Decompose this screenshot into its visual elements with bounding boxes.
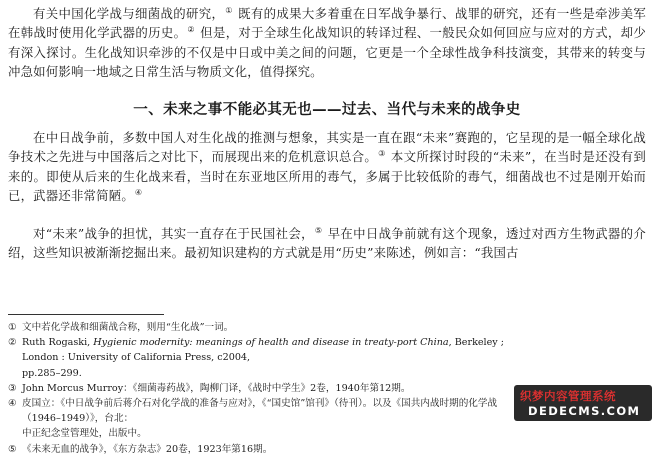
footnote-item — [8, 442, 528, 457]
section-p1-part2: 本文所探讨时段的“未来”，在当时是还没有到来的。即使从后来的生化战来看，当时在东亚地区所用的毒气，多属于比较低阶的毒气，细菌战也不过是刚开始而已，武器还非常简陋。 — [8, 149, 646, 204]
footnote-ref-4[interactable]: ④ — [134, 188, 143, 198]
section-heading: 一、未来之事不能必其无也——过去、当代与未来的战争史 — [133, 102, 521, 118]
section-p1-part1: 在中日战争前，多数中国人对生化战的推测与想象，其实是一直在跟“未来”赛跑的，它呈现的是一幅全球化战争技术之先进与中国落后之对比下，而展现出来的危机意识总合。 — [8, 130, 646, 165]
footnote-item — [8, 320, 528, 335]
footnote-text: John Morcus Murroy：《细菌毒药战》，陶柳门译，《战时中学生》2卷，1940年第12期。 — [22, 382, 411, 394]
footnote-text: 皮国立：《中日战争前后蒋介石对化学战的准备与应对》，《“国史馆”馆刊》（待刊）。以及《国共内战时期的化学战（1946–1949）》，台北： — [22, 398, 498, 425]
footnotes-list — [8, 320, 528, 457]
intro-paragraph — [8, 4, 646, 82]
watermark-badge — [514, 385, 652, 421]
section-p2-part1: 对“未来”战争的担忧，其实一直存在于民国社会， — [33, 226, 314, 241]
footnote-text: 《未来无血的战争》，《东方杂志》20卷，1923年第16期。 — [22, 443, 273, 455]
intro-text-part1: 有关中国化学战与细菌战的研究， — [33, 6, 225, 21]
intro-text-part3: 但是，对于全球生化战知识的转译过程、一般民众如何回应与应对的方式，却少有深入探讨。生化战知识牵涉的不仅是中日或中美之间的问题，它更是一个全球性战争科技演变，其带来的转变与冲急如何影响一地域之日常生活与物质文化，值得探究。 — [8, 25, 647, 80]
footnote-book-title: Hygienic modernity: meanings of health and disease in treaty-port China — [93, 337, 449, 349]
footnote-number: ⑤ — [8, 443, 17, 455]
footnote-number: ① — [8, 322, 17, 333]
footnote-continuation: pp.285–299. — [22, 367, 82, 379]
footnote-text: 文中若化学战和细菌战合称，则用“生化战”一词。 — [22, 322, 234, 333]
section-paragraph-2 — [8, 224, 646, 263]
footnote-ref-5[interactable]: ⑤ — [314, 226, 323, 235]
footnote-number: ② — [8, 337, 17, 349]
intro-text-part2: 既有的成果大多着重在日军战争暴行、战罪的研究，还有一些是牵涉美军在韩战时使用化学武器的历史。 — [8, 6, 647, 41]
footnote-ref-3[interactable]: ③ — [378, 149, 386, 159]
footnote-number: ④ — [8, 398, 17, 410]
watermark-title: 织梦内容管理系统 — [520, 389, 616, 403]
footnote-ref-1[interactable]: ① — [225, 6, 233, 15]
footnote-item — [8, 335, 528, 381]
footnote-text-post: , Berkeley ; London : University of California Press, c2004, — [22, 337, 505, 364]
footnote-divider — [8, 314, 164, 315]
section-paragraph-1 — [8, 128, 646, 206]
footnote-number: ③ — [8, 382, 17, 394]
section-p2-part2: 早在中日战争前就有这个现象，透过对西方生物武器的介绍，这些知识被渐渐挖掘出来。最初知识建构的方式就是用“历史”来陈述，例如言：“我国古 — [8, 226, 647, 261]
footnote-item — [8, 381, 528, 396]
footnote-item — [8, 396, 528, 442]
footnote-text-pre: Ruth Rogaski, — [22, 337, 94, 349]
watermark-domain: DEDECMS.COM — [528, 404, 641, 418]
footnote-continuation: 中正纪念堂管理处，出版中。 — [22, 428, 147, 440]
footnote-ref-2[interactable]: ② — [187, 25, 195, 35]
